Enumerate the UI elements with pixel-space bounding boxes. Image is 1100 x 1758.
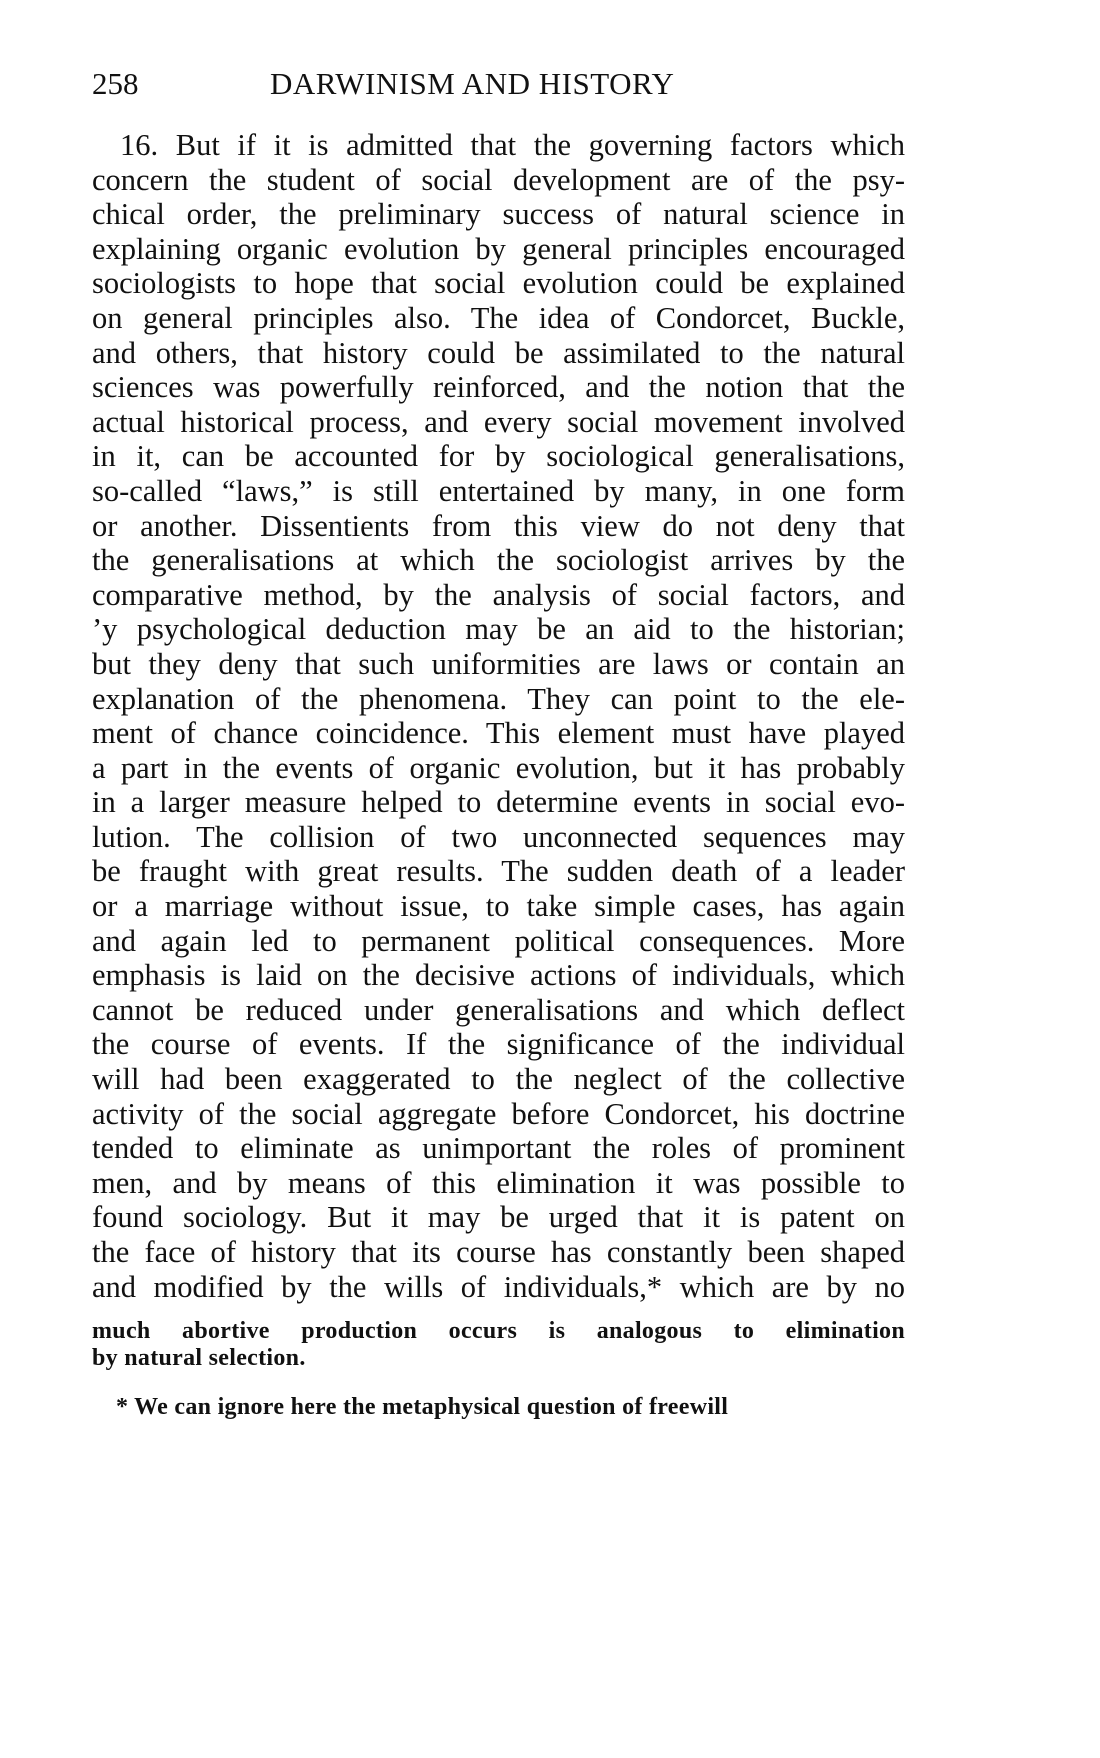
text-line: ’y psychological deduction may be an aid to the historian; bbox=[92, 612, 905, 647]
text-line: tended to eliminate as unimportant the roles of prominent bbox=[92, 1131, 905, 1166]
running-header bbox=[92, 66, 905, 106]
footnote-line: * We can ignore here the metaphysical question of freewill bbox=[116, 1394, 729, 1420]
body-text bbox=[92, 128, 905, 1304]
text-line: be fraught with great results. The sudden death of a leader bbox=[92, 854, 905, 889]
text-line: in a larger measure helped to determine events in social evo- bbox=[92, 785, 905, 820]
text-line: or a marriage without issue, to take simple cases, has again bbox=[92, 889, 905, 924]
text-line: men, and by means of this elimination it was possible to bbox=[92, 1165, 905, 1200]
text-line: sociologists to hope that social evolution could be explained bbox=[92, 266, 905, 301]
text-line: but they deny that such uniformities are laws or contain an bbox=[92, 646, 905, 681]
text-line: and modified by the wills of individuals,* which are by no bbox=[92, 1269, 905, 1304]
text-line: so-called “laws,” is still entertained by many, in one form bbox=[92, 473, 905, 508]
text-line: and others, that history could be assimilated to the natural bbox=[92, 335, 905, 370]
text-line: ment of chance coincidence. This element must have played bbox=[92, 716, 905, 751]
text-line: chical order, the preliminary success of natural science in bbox=[92, 197, 905, 232]
text-line: found sociology. But it may be urged that it is patent on bbox=[92, 1200, 905, 1235]
text-line: cannot be reduced under generalisations and which deflect bbox=[92, 992, 905, 1027]
page-number: 258 bbox=[92, 66, 139, 101]
text-line: and again led to permanent political consequences. More bbox=[92, 923, 905, 958]
text-line: will had been exaggerated to the neglect of the collective bbox=[92, 1062, 905, 1097]
running-title: DARWINISM AND HISTORY bbox=[270, 66, 675, 101]
text-line: lution. The collision of two unconnected sequences may bbox=[92, 819, 905, 854]
text-line: concern the student of social development are of the psy- bbox=[92, 162, 905, 197]
footnote-line: by natural selection. bbox=[92, 1345, 306, 1371]
text-line: the course of events. If the significance of the individual bbox=[92, 1027, 905, 1062]
text-line: a part in the events of organic evolution, but it has probably bbox=[92, 750, 905, 785]
text-line: sciences was powerfully reinforced, and the notion that the bbox=[92, 370, 905, 405]
text-line: emphasis is laid on the decisive actions of individuals, which bbox=[92, 958, 905, 993]
text-line: the generalisations at which the sociologist arrives by the bbox=[92, 543, 905, 578]
text-line: explanation of the phenomena. They can point to the ele- bbox=[92, 681, 905, 716]
text-line: in it, can be accounted for by sociological generalisations, bbox=[92, 439, 905, 474]
footnote-line: much abortive production occurs is analogous to elimination bbox=[92, 1318, 905, 1344]
text-line: comparative method, by the analysis of social factors, and bbox=[92, 577, 905, 612]
text-line: 16. But if it is admitted that the governing factors which bbox=[120, 128, 905, 162]
footnote bbox=[92, 1394, 905, 1421]
text-line: on general principles also. The idea of Condorcet, Buckle, bbox=[92, 300, 905, 335]
text-line: activity of the social aggregate before Condorcet, his doctrine bbox=[92, 1096, 905, 1131]
text-line: the face of history that its course has constantly been shaped bbox=[92, 1235, 905, 1269]
text-line: actual historical process, and every social movement involved bbox=[92, 404, 905, 439]
footnote-continued bbox=[92, 1318, 905, 1372]
text-line: or another. Dissentients from this view do not deny that bbox=[92, 508, 905, 543]
text-line: explaining organic evolution by general principles encouraged bbox=[92, 231, 905, 266]
